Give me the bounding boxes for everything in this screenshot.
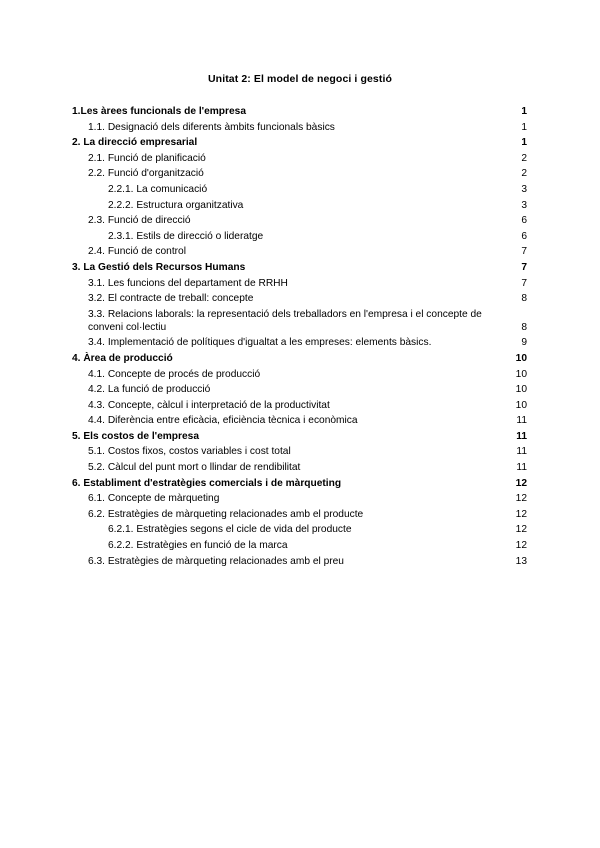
- toc-entry-text: 6.2.1. Estratègies segons el cicle de vida del producte: [108, 524, 352, 536]
- toc-entry-4-3[interactable]: [72, 398, 528, 414]
- toc-entry-page: 12: [515, 524, 527, 536]
- toc-entry-page: 2: [521, 152, 527, 164]
- toc-entry-text: 2.1. Funció de planificació: [88, 152, 206, 164]
- toc-entry-page: 8: [521, 293, 527, 305]
- toc-entry-page: 3: [521, 199, 527, 211]
- table-of-contents: [72, 104, 528, 569]
- toc-entry-1-1[interactable]: [72, 120, 528, 136]
- toc-entry-text: 4.1. Concepte de procés de producció: [88, 368, 261, 380]
- toc-entry-1[interactable]: [72, 104, 528, 120]
- toc-entry-6-2[interactable]: [72, 507, 528, 523]
- toc-entry-text: 2.2. Funció d'organització: [88, 168, 204, 180]
- toc-entry-6-2-1[interactable]: [72, 522, 528, 538]
- toc-entry-2-1[interactable]: [72, 151, 528, 167]
- toc-entry-text: 4. Àrea de producció: [72, 352, 173, 364]
- toc-entry-3-2[interactable]: [72, 291, 528, 307]
- toc-entry-page: 11: [516, 446, 527, 458]
- toc-entry-page: 3: [521, 183, 527, 195]
- toc-entry-6[interactable]: [72, 476, 528, 492]
- toc-entry-2-2-2[interactable]: [72, 198, 528, 214]
- toc-entry-3-3[interactable]: [72, 307, 528, 336]
- toc-entry-text: 1.Les àrees funcionals de l'empresa: [72, 106, 246, 117]
- toc-entry-page: 10: [515, 368, 527, 380]
- toc-entry-page: 7: [521, 246, 527, 258]
- toc-entry-text: 2.3.1. Estils de direcció o lideratge: [108, 230, 264, 242]
- toc-entry-5-2[interactable]: [72, 460, 528, 476]
- toc-entry-page: 6: [521, 215, 527, 227]
- toc-entry-text: 5.2. Càlcul del punt mort o llindar de rendibilitat: [88, 462, 301, 474]
- toc-entry-text: 3.3. Relacions laborals: la representació dels treballadors en l'empresa i el concepte de conveni col·lectiu: [88, 308, 482, 333]
- toc-entry-page: 11: [516, 462, 527, 474]
- toc-entry-text: 3.1. Les funcions del departament de RRHH: [88, 277, 288, 289]
- toc-entry-4-1[interactable]: [72, 367, 528, 383]
- toc-entry-page: 10: [515, 399, 527, 411]
- toc-entry-2-2-1[interactable]: [72, 182, 528, 198]
- toc-entry-page: 12: [515, 477, 527, 489]
- toc-entry-text: 6.2. Estratègies de màrqueting relacionades amb el producte: [88, 508, 364, 520]
- toc-entry-text: 2. La direcció empresarial: [72, 137, 198, 149]
- toc-entry-6-2-2[interactable]: [72, 538, 528, 554]
- toc-entry-text: 1.1. Designació dels diferents àmbits funcionals bàsics: [88, 121, 335, 133]
- document-title: Unitat 2: El model de negoci i gestió: [208, 73, 392, 85]
- toc-entry-3[interactable]: [72, 260, 528, 276]
- toc-entry-text: 3.2. El contracte de treball: concepte: [88, 293, 254, 305]
- toc-entry-5-1[interactable]: [72, 444, 528, 460]
- toc-entry-page: 9: [521, 337, 527, 349]
- toc-entry-page: 13: [515, 555, 527, 567]
- toc-entry-page: 1: [521, 137, 527, 149]
- toc-entry-text: 4.3. Concepte, càlcul i interpretació de la productivitat: [88, 399, 330, 411]
- toc-entry-text: 4.2. La funció de producció: [88, 384, 211, 396]
- toc-entry-text: 2.4. Funció de control: [88, 246, 186, 258]
- toc-entry-page: 12: [515, 540, 527, 552]
- toc-entry-4-4[interactable]: [72, 413, 528, 429]
- toc-entry-text: 6.3. Estratègies de màrqueting relacionades amb el preu: [88, 555, 344, 567]
- toc-entry-text: 6. Establiment d'estratègies comercials i de màrqueting: [72, 477, 342, 489]
- toc-entry-2[interactable]: [72, 135, 528, 151]
- toc-entry-page: 11: [516, 415, 527, 427]
- toc-entry-text: 6.2.2. Estratègies en funció de la marca: [108, 540, 288, 552]
- toc-entry-page: 1: [521, 106, 527, 117]
- toc-entry-page: 6: [521, 230, 527, 242]
- toc-entry-text: 5.1. Costos fixos, costos variables i cost total: [88, 446, 291, 458]
- toc-entry-2-3[interactable]: [72, 213, 528, 229]
- toc-entry-2-2[interactable]: [72, 166, 528, 182]
- toc-entry-4[interactable]: [72, 351, 528, 367]
- toc-entry-text: 4.4. Diferència entre eficàcia, eficiència tècnica i econòmica: [88, 415, 358, 427]
- toc-entry-page: 12: [515, 493, 527, 505]
- toc-entry-text: 3. La Gestió dels Recursos Humans: [72, 261, 246, 273]
- toc-entry-3-4[interactable]: [72, 335, 528, 351]
- toc-entry-text: 6.1. Concepte de màrqueting: [88, 493, 220, 505]
- toc-entry-text: 3.4. Implementació de polítiques d'igualtat a les empreses: elements bàsics.: [88, 337, 432, 349]
- toc-entry-5[interactable]: [72, 429, 528, 445]
- toc-entry-3-1[interactable]: [72, 276, 528, 292]
- toc-entry-page: 10: [515, 384, 527, 396]
- toc-entry-page: 7: [521, 277, 527, 289]
- toc-entry-text: 5. Els costos de l'empresa: [72, 430, 199, 442]
- toc-entry-page: 12: [515, 508, 527, 520]
- toc-entry-page: 1: [521, 121, 527, 133]
- toc-entry-page: 8: [521, 321, 527, 333]
- toc-entry-text: 2.3. Funció de direcció: [88, 215, 191, 227]
- toc-entry-2-3-1[interactable]: [72, 229, 528, 245]
- toc-entry-2-4[interactable]: [72, 244, 528, 260]
- toc-entry-6-3[interactable]: [72, 554, 528, 570]
- toc-entry-page: 2: [521, 168, 527, 180]
- toc-entry-text: 2.2.2. Estructura organitzativa: [108, 199, 244, 211]
- toc-entry-page: 7: [521, 261, 527, 273]
- toc-entry-page: 10: [515, 352, 527, 364]
- toc-entry-6-1[interactable]: [72, 491, 528, 507]
- toc-entry-page: 11: [516, 430, 527, 442]
- toc-entry-text: 2.2.1. La comunicació: [108, 183, 208, 195]
- toc-entry-4-2[interactable]: [72, 382, 528, 398]
